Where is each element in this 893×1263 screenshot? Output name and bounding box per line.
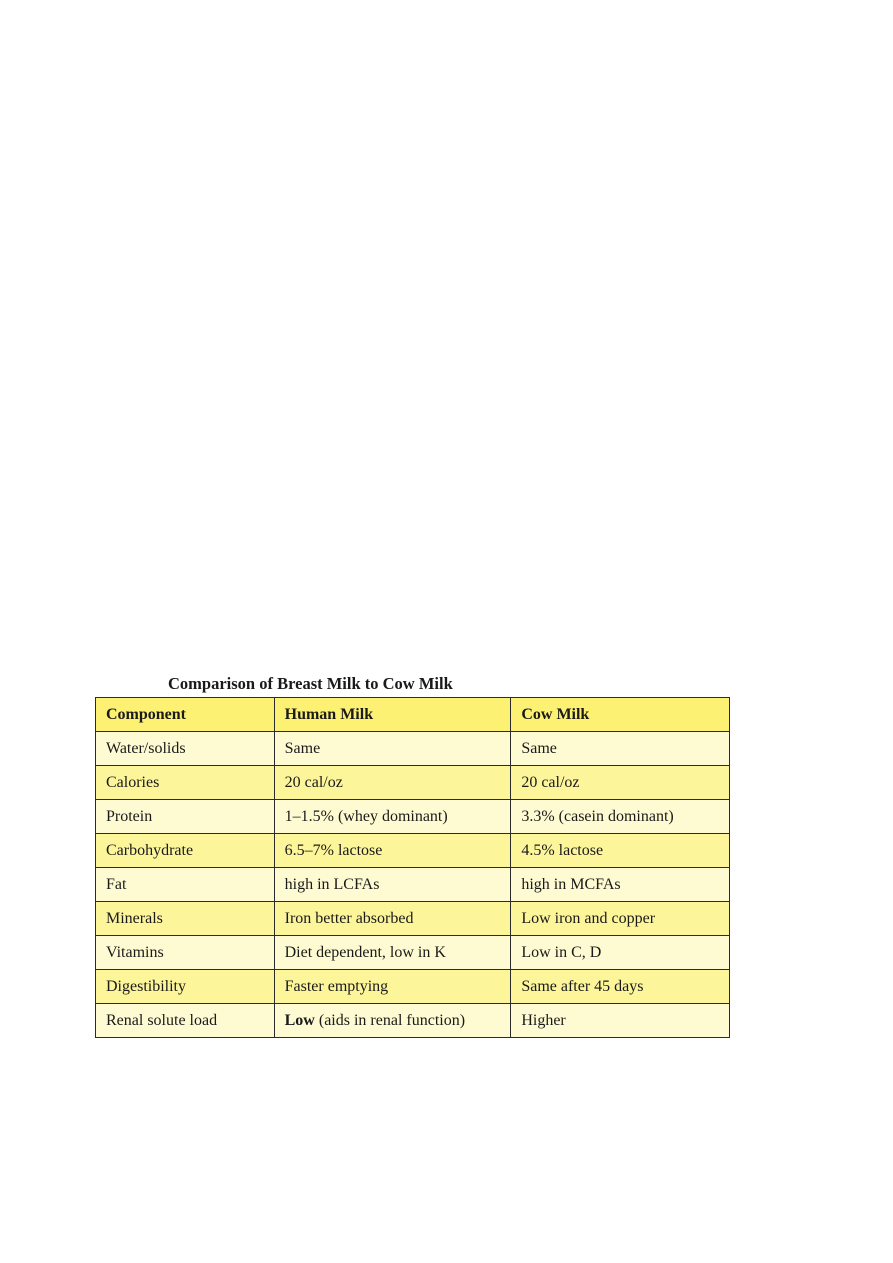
cell-cow-milk: Same xyxy=(511,732,730,766)
cell-component: Carbohydrate xyxy=(96,834,275,868)
table-row xyxy=(96,800,730,834)
cell-text: (aids in renal function) xyxy=(314,1011,466,1029)
cell-human-milk: 1–1.5% (whey dominant) xyxy=(274,800,511,834)
cell-human-milk: 20 cal/oz xyxy=(274,766,511,800)
table-row xyxy=(96,766,730,800)
cell-component: Protein xyxy=(96,800,275,834)
cell-cow-milk: 4.5% lactose xyxy=(511,834,730,868)
table-header-row xyxy=(96,698,730,732)
table-row xyxy=(96,868,730,902)
cell-component: Calories xyxy=(96,766,275,800)
cell-component: Digestibility xyxy=(96,970,275,1004)
cell-cow-milk: 20 cal/oz xyxy=(511,766,730,800)
cell-cow-milk: Higher xyxy=(511,1004,730,1038)
emphasis-text: Low xyxy=(284,1011,315,1029)
table-row xyxy=(96,732,730,766)
cell-human-milk xyxy=(274,1004,511,1038)
table-title: Comparison of Breast Milk to Cow Milk xyxy=(168,674,453,693)
table-row xyxy=(96,970,730,1004)
table-row xyxy=(96,902,730,936)
table-row xyxy=(96,834,730,868)
table-row xyxy=(96,936,730,970)
header-component: Component xyxy=(96,698,275,732)
header-human-milk: Human Milk xyxy=(274,698,511,732)
cell-component: Fat xyxy=(96,868,275,902)
header-cow-milk: Cow Milk xyxy=(511,698,730,732)
cell-component: Minerals xyxy=(96,902,275,936)
cell-human-milk: Diet dependent, low in K xyxy=(274,936,511,970)
cell-human-milk: Faster emptying xyxy=(274,970,511,1004)
cell-cow-milk: Low in C, D xyxy=(511,936,730,970)
cell-human-milk: high in LCFAs xyxy=(274,868,511,902)
table-row xyxy=(96,1004,730,1038)
comparison-table xyxy=(95,697,730,1038)
cell-human-milk: Same xyxy=(274,732,511,766)
cell-cow-milk: Low iron and copper xyxy=(511,902,730,936)
cell-component: Renal solute load xyxy=(96,1004,275,1038)
cell-cow-milk: Same after 45 days xyxy=(511,970,730,1004)
cell-component: Vitamins xyxy=(96,936,275,970)
cell-human-milk: Iron better absorbed xyxy=(274,902,511,936)
cell-cow-milk: high in MCFAs xyxy=(511,868,730,902)
cell-component: Water/solids xyxy=(96,732,275,766)
cell-cow-milk: 3.3% (casein dominant) xyxy=(511,800,730,834)
cell-human-milk: 6.5–7% lactose xyxy=(274,834,511,868)
